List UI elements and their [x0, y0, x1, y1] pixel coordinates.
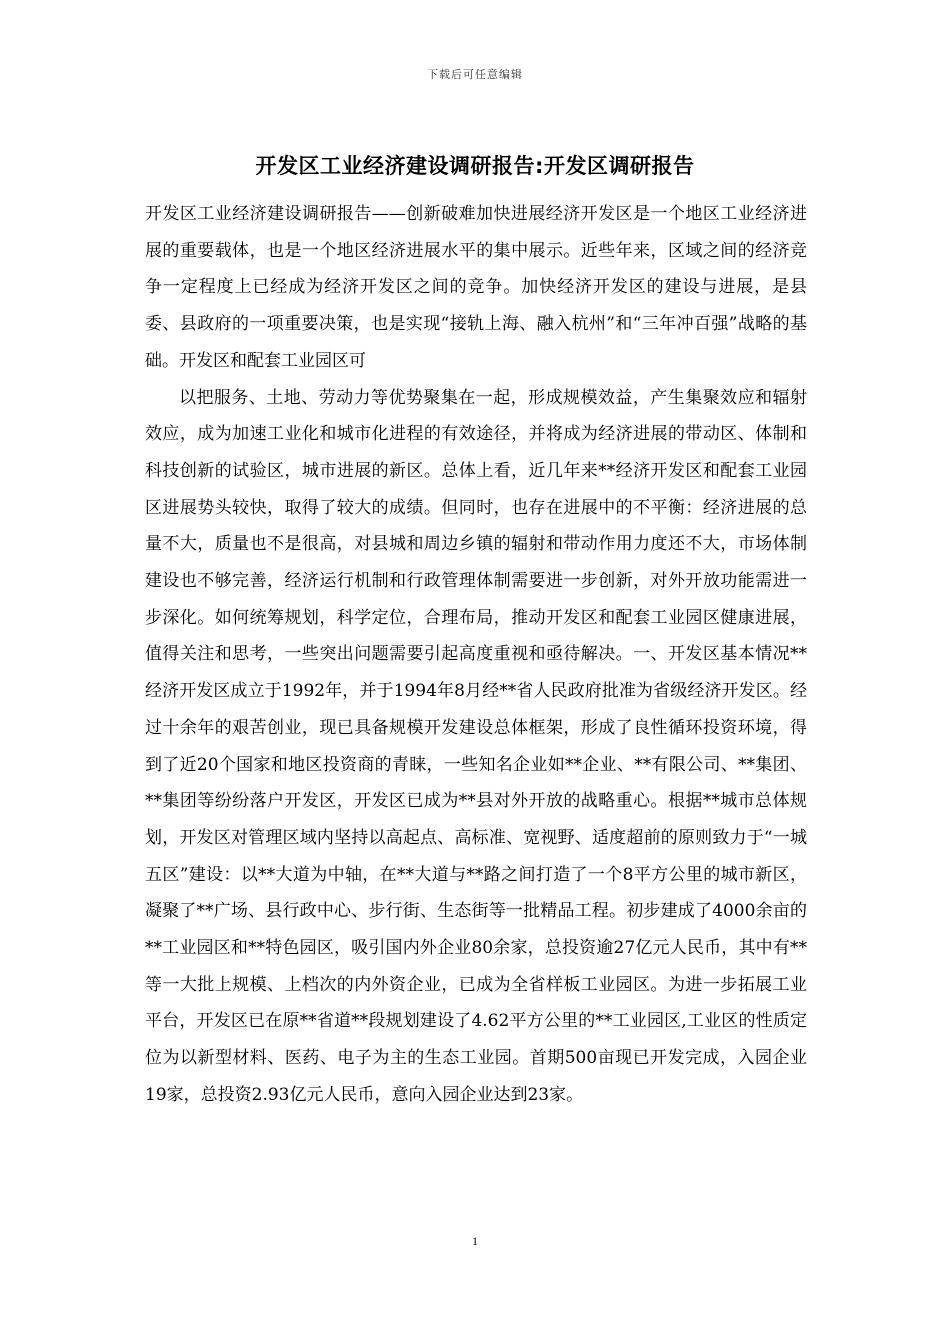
paragraph: 开发区工业经济建设调研报告——创新破难加快进展经济开发区是一个地区工业经济进展的重要载体，也是一个地区经济进展水平的集中展示。近些年来，区域之间的经济竞争一定程度上已经成为经济开发区之间的竞争。加快经济开发区的建设与进展，是县委、县政府的一项重要决策，也是实现“接轨上海、融入杭州”和“三年冲百强”战略的基础。开发区和配套工业园区可	[145, 204, 807, 371]
page-number: 1	[472, 1234, 478, 1248]
paragraph: 以把服务、土地、劳动力等优势聚集在一起，形成规模效益，产生集聚效应和辐射效应，成为加速工业化和城市化进程的有效途径，并将成为经济进展的带动区、体制和科技创新的试验区，城市进展的新区。总体上看，近几年来**经济开发区和配套工业园区进展势头较快，取得了较大的成绩。但同时，也存在进展中的不平衡：经济进展的总量不大，质量也不是很高，对县城和周边乡镇的辐射和带动作用力度还不大，市场体制建设也不够完善，经济运行机制和行政管理体制需要进一步创新，对外开放功能需进一步深化。如何统筹规划，科学定位，合理布局，推动开发区和配套工业园区健康进展，值得关注和思考，一些突出问题需要引起高度重视和亟待解决。一、开发区基本情况**经济开发区成立于1992年，并于1994年8月经**省人民政府批准为省级经济开发区。经过十余年的艰苦创业，现已具备规模开发建设总体框架，形成了良性循环投资环境，得到了近20个国家和地区投资商的青睐，一些知名企业如**企业、**有限公司、**集团、**集团等纷纷落户开发区，开发区已成为**县对外开放的战略重心。根据**城市总体规划，开发区对管理区域内坚持以高起点、高标准、宽视野、适度超前的原则致力于“一城五区”建设：以**大道为中轴，在**大道与**路之间打造了一个8平方公里的城市新区，凝聚了**广场、县行政中心、步行街、生态街等一批精品工程。初步建成了4000余亩的**工业园区和**特色园区，吸引国内外企业80余家，总投资逾27亿元人民币，其中有**等一大批上规模、上档次的内外资企业，已成为全省样板工业园区。为进一步拓展工业平台，开发区已在原**省道**段规划建设了4.62平方公里的**工业园区,工业区的性质定位为以新型材料、医药、电子为主的生态工业园。首期500亩现已开发完成，入园企业19家，总投资2.93亿元人民币，意向入园企业达到23家。	[145, 387, 807, 1105]
document-body	[145, 196, 807, 1114]
header-note: 下载后可任意编辑	[427, 68, 523, 81]
document-title: 开发区工业经济建设调研报告:开发区调研报告	[255, 154, 695, 178]
